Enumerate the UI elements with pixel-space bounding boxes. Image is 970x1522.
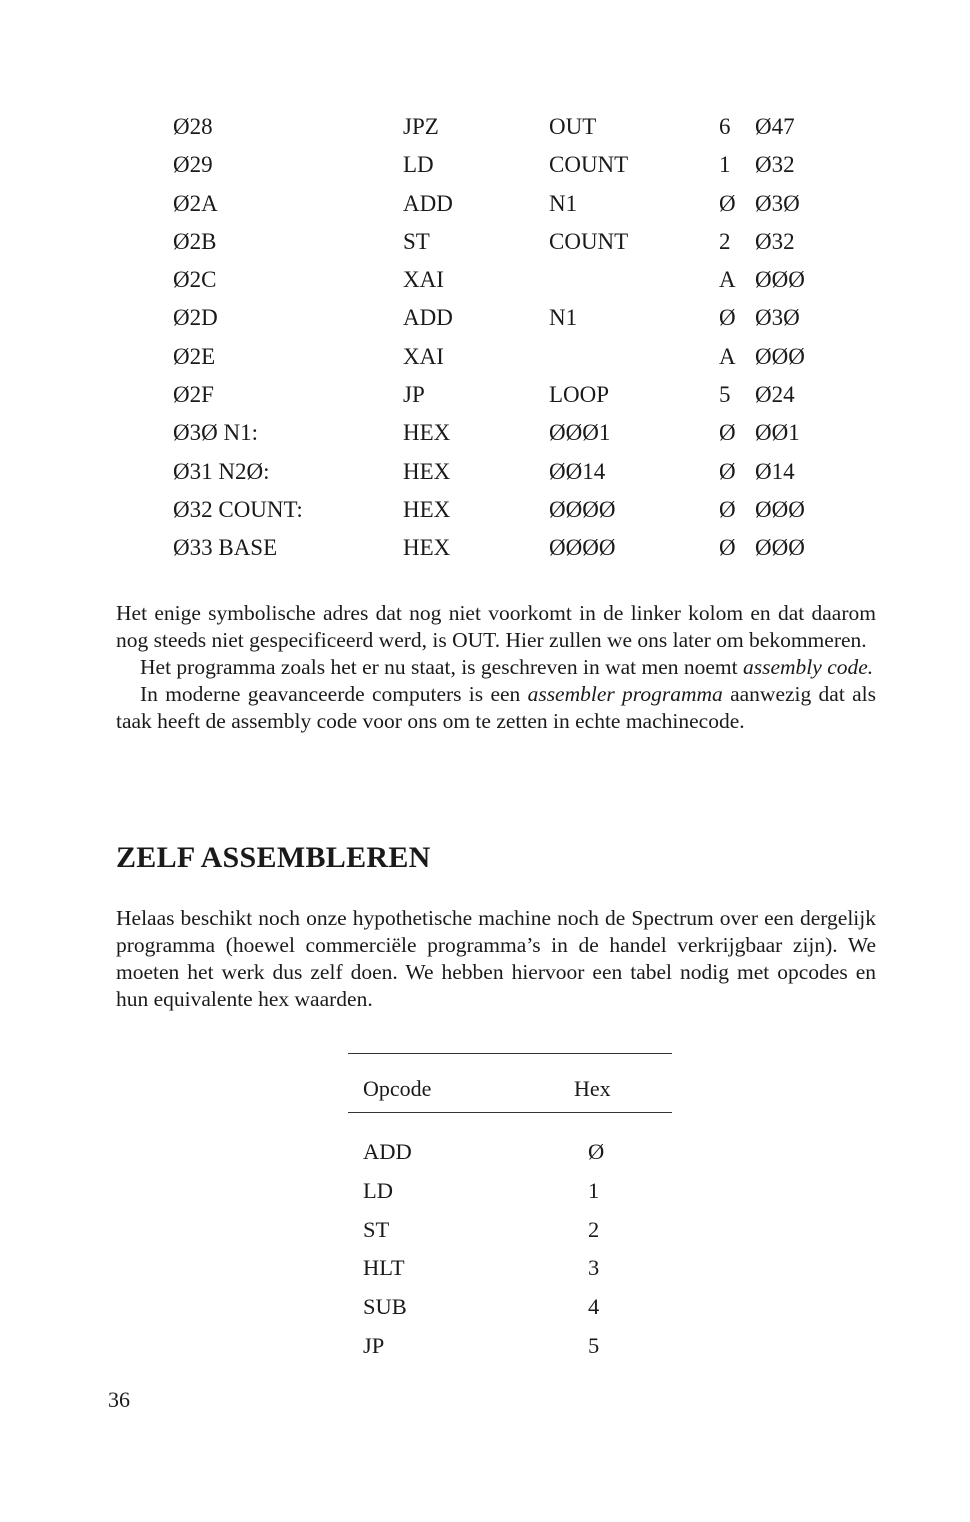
- paragraph-assembler-program: [116, 681, 876, 735]
- paragraph-text: aanwezig dat als taak heeft de assembly code voor ons om te zetten in echte machinecode.: [116, 682, 876, 733]
- hex-cell: 1: [588, 1177, 600, 1203]
- column-header-opcode: Opcode: [363, 1076, 432, 1101]
- assembly-listing: [173, 108, 813, 568]
- listing-opcode: LD: [403, 152, 434, 178]
- listing-machine-address: Ø3Ø: [755, 305, 800, 331]
- listing-opcode: ADD: [403, 305, 453, 331]
- listing-opcode: HEX: [403, 458, 451, 484]
- listing-address: Ø2A: [173, 190, 218, 216]
- listing-machine-address: ØØØ: [755, 535, 805, 561]
- hex-cell: Ø: [588, 1139, 605, 1164]
- listing-operand: LOOP: [549, 382, 610, 408]
- listing-machine-address: Ø24: [755, 382, 795, 408]
- listing-row: [173, 453, 813, 491]
- table-row: [348, 1133, 672, 1172]
- section-heading: ZELF ASSEMBLEREN: [116, 841, 431, 874]
- listing-row: [173, 491, 813, 529]
- listing-address: Ø3Ø N1:: [173, 420, 258, 446]
- listing-address: Ø2B: [173, 228, 217, 254]
- listing-row: [173, 414, 813, 452]
- page-number: 36: [108, 1387, 130, 1412]
- listing-row: [173, 146, 813, 184]
- listing-opcode: HEX: [403, 535, 451, 561]
- paragraph-opcode-table-intro: Helaas beschikt noch onze hypothetische machine noch de Spectrum over een dergelijk programma (hoewel commerciële programma’s in de handel verkrijgbaar zijn). We moeten het werk dus zelf doen. We hebben hiervoor een tabel nodig met opcodes en hun equivalente hex waarden.: [116, 906, 876, 1011]
- emphasis-term: assembler programma: [527, 682, 723, 706]
- listing-row: [173, 299, 813, 337]
- table-row: [348, 1172, 672, 1211]
- listing-address: Ø2C: [173, 267, 217, 293]
- listing-operand: ØØ14: [549, 458, 606, 484]
- listing-row: [173, 185, 813, 223]
- opcode-cell: HLT: [363, 1255, 405, 1281]
- listing-opcode: XAI: [403, 343, 444, 369]
- listing-operand: COUNT: [549, 152, 629, 178]
- listing-opcode: HEX: [403, 420, 451, 446]
- column-header-hex: Hex: [574, 1076, 611, 1101]
- listing-machine-code: Ø: [719, 458, 736, 484]
- table-row: [348, 1211, 672, 1250]
- listing-machine-code: Ø: [719, 305, 736, 331]
- opcode-cell: JP: [363, 1332, 385, 1358]
- table-row: [348, 1249, 672, 1288]
- table-row: [348, 1327, 672, 1366]
- table-body: [348, 1113, 672, 1366]
- listing-machine-address: ØØØ: [755, 343, 805, 369]
- emphasis-term: assembly code.: [743, 655, 874, 679]
- listing-row: [173, 261, 813, 299]
- hex-cell: 5: [588, 1332, 600, 1358]
- listing-row: [173, 223, 813, 261]
- listing-machine-code: Ø: [719, 535, 736, 561]
- listing-address: Ø2E: [173, 343, 216, 369]
- listing-address: Ø32 COUNT:: [173, 496, 303, 522]
- listing-machine-code: 1: [719, 152, 731, 178]
- opcode-cell: ADD: [363, 1139, 412, 1164]
- listing-machine-code: A: [719, 267, 736, 293]
- hex-cell: 4: [588, 1294, 600, 1320]
- listing-machine-address: ØØØ: [755, 267, 805, 293]
- hex-cell: 2: [588, 1216, 600, 1242]
- listing-operand: COUNT: [549, 228, 629, 254]
- listing-address: Ø2D: [173, 305, 218, 331]
- listing-machine-code: 2: [719, 228, 731, 254]
- listing-address: Ø2F: [173, 382, 214, 408]
- body-text-section: [116, 905, 876, 1013]
- listing-opcode: JP: [403, 382, 425, 408]
- listing-machine-code: Ø: [719, 420, 736, 446]
- opcode-cell: SUB: [363, 1294, 407, 1320]
- listing-machine-address: ØØØ: [755, 496, 805, 522]
- listing-operand: ØØØØ: [549, 535, 616, 561]
- listing-machine-address: Ø32: [755, 152, 795, 178]
- listing-address: Ø28: [173, 114, 213, 139]
- listing-machine-address: Ø47: [755, 114, 795, 139]
- body-text-intro: [116, 600, 876, 735]
- table-row: [348, 1288, 672, 1327]
- hex-cell: 3: [588, 1255, 600, 1281]
- listing-machine-code: Ø: [719, 496, 736, 522]
- listing-operand: N1: [549, 305, 578, 331]
- table-header: [348, 1054, 672, 1112]
- listing-machine-code: A: [719, 343, 736, 369]
- opcode-table: [348, 1053, 672, 1366]
- listing-operand: OUT: [549, 114, 597, 139]
- opcode-cell: LD: [363, 1177, 393, 1203]
- listing-row: [173, 338, 813, 376]
- listing-opcode: HEX: [403, 496, 451, 522]
- listing-operand: ØØØØ: [549, 496, 616, 522]
- listing-opcode: XAI: [403, 267, 444, 293]
- listing-operand: ØØØ1: [549, 420, 611, 446]
- listing-machine-address: Ø14: [755, 458, 795, 484]
- paragraph-text: Het programma zoals het er nu staat, is geschreven in wat men noemt: [140, 655, 743, 679]
- paragraph-text: In moderne geavanceerde computers is een: [140, 682, 528, 706]
- listing-opcode: ADD: [403, 190, 453, 216]
- listing-machine-code: Ø: [719, 190, 736, 216]
- listing-address: Ø29: [173, 152, 213, 178]
- opcode-cell: ST: [363, 1216, 390, 1242]
- paragraph-assembly-code: [116, 654, 876, 681]
- listing-opcode: JPZ: [403, 114, 439, 139]
- listing-machine-code: 5: [719, 382, 731, 408]
- listing-address: Ø31 N2Ø:: [173, 458, 270, 484]
- listing-opcode: ST: [403, 228, 430, 254]
- listing-address: Ø33 BASE: [173, 535, 278, 561]
- listing-operand: N1: [549, 190, 578, 216]
- paragraph-out-address: Het enige symbolische adres dat nog niet voorkomt in de linker kolom en dat daarom nog steeds niet gespecificeerd werd, is OUT. Hier zullen we ons later om bekommeren.: [116, 601, 876, 652]
- listing-machine-address: ØØ1: [755, 420, 800, 446]
- listing-row: [173, 108, 813, 146]
- listing-machine-code: 6: [719, 114, 731, 139]
- listing-row: [173, 529, 813, 567]
- listing-machine-address: Ø3Ø: [755, 190, 800, 216]
- listing-row: [173, 376, 813, 414]
- listing-machine-address: Ø32: [755, 228, 795, 254]
